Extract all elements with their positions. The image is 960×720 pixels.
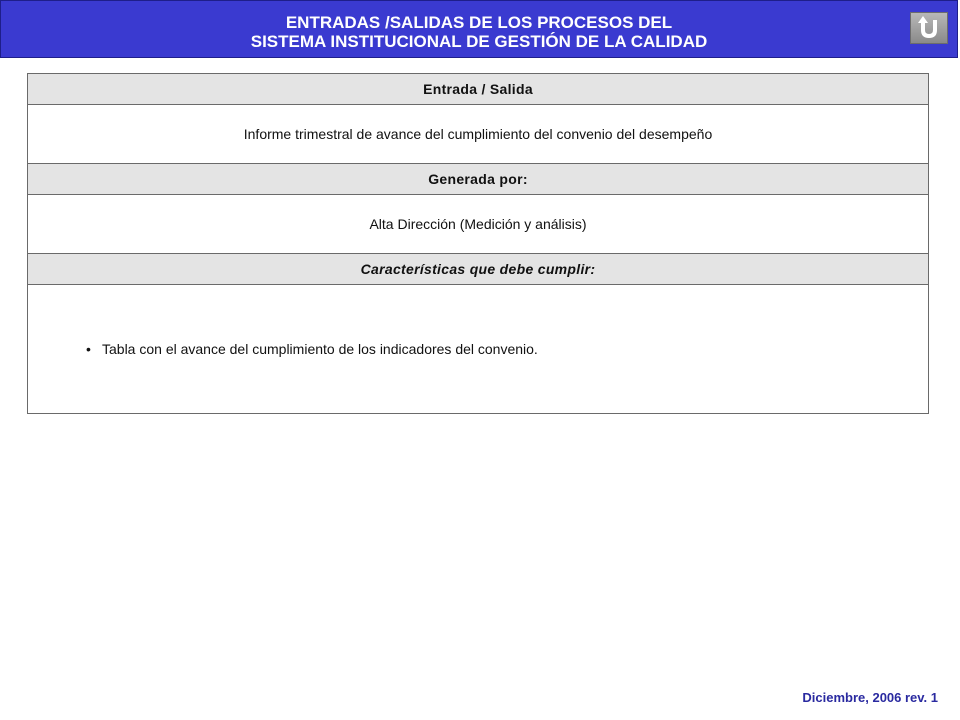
generada-por-value-row: [28, 195, 929, 254]
footer-date-revision: Diciembre, 2006 rev. 1: [802, 690, 938, 705]
caracteristicas-value-row: [28, 285, 929, 414]
entrada-salida-label-row: [28, 74, 929, 105]
list-item: • Tabla con el avance del cumplimiento de los indicadores del convenio.: [86, 341, 928, 357]
generada-por-label-row: [28, 164, 929, 195]
caracteristicas-list: [28, 341, 928, 357]
u-turn-back-icon: [916, 16, 942, 40]
io-form-table: [27, 73, 929, 414]
caracteristicas-value: [28, 285, 929, 414]
generada-por-value: Alta Dirección (Medición y análisis): [28, 195, 929, 254]
generada-por-label: Generada por:: [28, 164, 929, 195]
entrada-salida-label: Entrada / Salida: [28, 74, 929, 105]
caracteristicas-label: Características que debe cumplir:: [28, 254, 929, 285]
page-title-line-2: SISTEMA INSTITUCIONAL DE GESTIÓN DE LA CALIDAD: [250, 32, 708, 51]
caracteristicas-label-row: [28, 254, 929, 285]
back-button[interactable]: [910, 12, 948, 44]
entrada-salida-value-row: [28, 105, 929, 164]
header-banner: [0, 0, 958, 58]
entrada-salida-value: Informe trimestral de avance del cumplimiento del convenio del desempeño: [28, 105, 929, 164]
page-title-line-1: ENTRADAS /SALIDAS DE LOS PROCESOS DEL: [285, 13, 673, 32]
